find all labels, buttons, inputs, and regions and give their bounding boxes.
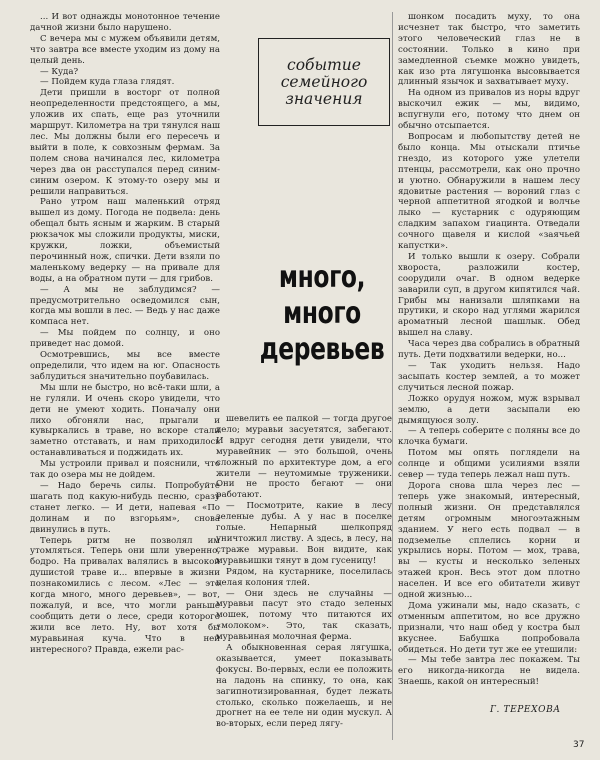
paragraph: И только вышли к озеру. Собрали хвороста, разложили костер, соорудили очаг. В одном ведерке заварили суп, в другом кипятился чай. Грибы мы нанизали шляпками на прутики, и скоро над углями жарился ароматный лесной шашлык. Обед вышел на славу. (398, 251, 580, 339)
paragraph: ... И вот однажды монотонное течение дачной жизни было нарушено. (30, 12, 220, 33)
paragraph: шонком посадить муху, то она исчезнет так быстро, что заметить этого человеческий глаз не в состоянии. Только в кино при замедленной съемке можно увидеть, как изо рта лягушонка высовывается длинный язычок и захватывает муху. (398, 12, 580, 88)
title-line-1: много, (278, 260, 366, 295)
paragraph: Мы устроили привал и пояснили, что так до озера мы не дойдем. (30, 459, 220, 481)
article-column-left (30, 12, 220, 752)
title-line-3: деревьев (259, 332, 385, 367)
author-signature: Г. ТЕРЕХОВА (490, 705, 561, 715)
paragraph: — Куда? (40, 66, 79, 77)
paragraph: Рано утром наш маленький отряд вышел из дому. Погода не подвела: день обещал быть ясным и жарким. В старый рюкзачок мы сложили продукты, миски, кружки, ложки, объемистый перочинный нож, спички. Дети взяли по маленькому ведерку — на привале для воды, а на обратном пути — для грибов. (30, 197, 220, 284)
article-column-middle (216, 414, 392, 754)
paragraph: Мы шли не быстро, но всё-таки шли, а не гуляли. И очень скоро увидели, что дети не умеют ходить. Поначалу они лихо обгоняли нас, прыгали и кувыркались в траве, но вскоре стали заметно отставать, и нам приходилось останавливаться и поджидать их. (30, 382, 220, 459)
paragraph: Дети пришли в восторг от полной неопределенности предстоящего, а мы, уложив их спать, еще раз уточнили маршрут. Километра на три тянулся наш лес. Мы должны были его пересечь и выйти в поле, к совхозным фермам. За полем снова начинался лес, километра через два он расступался перед синим-синим озером. К этому-то озеру мы и решили направиться. (30, 88, 220, 197)
paragraph: — Мы тебе завтра лес покажем. Ты его никогда-никогда не видела. Знаешь, какой он интересный! (398, 655, 580, 688)
rubric-banner (258, 38, 390, 126)
paragraph: Дорога снова шла через лес — теперь уже знакомый, интересный, полный жизни. Он представлялся детям огромным многоэтажным зданием. У него есть подвал — в подземелье сплелись корни и укрылись норы. Потом — мох, трава, вы — кусты и несколько зеленых этажей крон. Весь этот дом плотно населен. И все его обитатели живут одной жизнью... (398, 480, 580, 601)
paragraph: — А теперь соберите с поляны все до клочка бумаги. (398, 426, 580, 448)
paragraph: Вопросам и любопытству детей не было конца. Мы отыскали птичье гнездо, из которого уже улетели птенцы, рассмотрели, как оно прочно и уютно. Обнаружили в нашем лесу ядовитые растения — вороний глаз с черной аппетитной ягодкой и волчье лыко — кустарник с одуряющим сладким запахом гиацинта. Отведали сочного щавеля и кислой «заячьей капустки». (398, 131, 580, 252)
paragraph: А обыкновенная серая лягушка, оказывается, умеет показывать фокусы. Во-первых, если ее положить на ладонь на спинку, то она, как загипнотизированная, будет лежать столько, сколько пожелаешь, и не дрогнет на ее теле ни один мускул. А во-вторых, если перед лягу- (216, 643, 392, 730)
column-divider (392, 12, 393, 740)
paragraph: — Надо беречь силы. Попробуйте шагать под какую-нибудь песню, сразу станет легко. — И дети, напевая «По долинам и по взгорьям», снова двинулись в путь. (30, 480, 220, 535)
paragraph: Дома ужинали мы, надо сказать, с отменным аппетитом, но все дружно признали, что наш обед у костра был вкуснее. Бабушка попробовала обидеться. Но дети тут же ее утешили: (398, 600, 580, 655)
paragraph: Часа через два собрались в обратный путь. Дети подхватили ведерки, но... (398, 339, 580, 361)
paragraph: — Они здесь не случайны — муравьи пасут это стадо зеленых мошек, потому что питаются их «молоком». Это, так сказать, муравьиная молочная ферма. (216, 588, 392, 643)
paragraph: — Мы пойдем по солнцу, и оно приведет нас домой. (30, 328, 220, 350)
paragraph: Осмотревшись, мы все вместе определили, что идем на юг. Опасность заблудиться значительно поубавилась. (30, 350, 220, 382)
paragraph: — А мы не заблудимся? — предусмотрительно осведомился сын, когда мы вошли в лес. — Ведь у нас даже компаса нет. (30, 284, 220, 328)
title-line-2: много (283, 296, 361, 331)
paragraph: На одном из привалов из норы вдруг выскочил ежик — мы, видимо, вспугнули его, потому что днем он обычно отсыпается. (398, 88, 580, 132)
paragraph: С вечера мы с мужем объявили детям, что завтра все вместе уходим из дому на целый день. (30, 33, 220, 66)
rubric-line-3: значения (285, 89, 363, 108)
paragraph: Рядом, на кустарнике, поселилась целая колония тлей. (216, 566, 392, 588)
paragraph: — Пойдем куда глаза глядят. (40, 77, 175, 88)
paragraph: — Посмотрите, какие в лесу зеленые дубы. А у нас в поселке голые. Непарный шелкопряд уничтожил листву. А здесь, в лесу, на страже муравьи. Вон видите, как муравьишки тянут в дом гусеницу! (216, 501, 392, 566)
rubric-line-1: событие (287, 55, 361, 74)
article-title (260, 260, 385, 368)
article-column-right (398, 12, 580, 712)
rubric-line-2: семейного (280, 72, 368, 91)
paragraph: Потом мы опять поглядели на солнце и общими усилиями взяли север — туда теперь лежал наш путь. (398, 448, 580, 481)
paragraph: шевелить ее палкой — тогда другое дело; муравьи засуетятся, забегают. И вдруг сегодня дети увидели, что муравейник — это большой, очень сложный по архитектуре дом, а его жители — неутомимые труженики. Они не просто бегают — они работают. (216, 414, 392, 501)
page-number: 37 (573, 740, 585, 750)
paragraph: Ложко орудуя ножом, муж взрывал землю, а дети засыпали ею дымящуюся золу. (398, 393, 580, 426)
paragraph: Теперь ритм не позволял им утомляться. Теперь они шли уверенно, бодро. На привалах валялись в высокой душистой траве и... впервые в жизни познакомились с лесом. «Лес — это когда много, много деревьев», — вот, пожалуй, и все, что могли раньше сообщить дети о лесе, среди которого жили все лето. Ну, вот хотя бы муравьиная куча. Что в ней интересного? Правда, ежели рас- (30, 535, 220, 655)
paragraph: — Так уходить нельзя. Надо засыпать костер землей, а то может случиться лесной пожар. (398, 361, 580, 393)
